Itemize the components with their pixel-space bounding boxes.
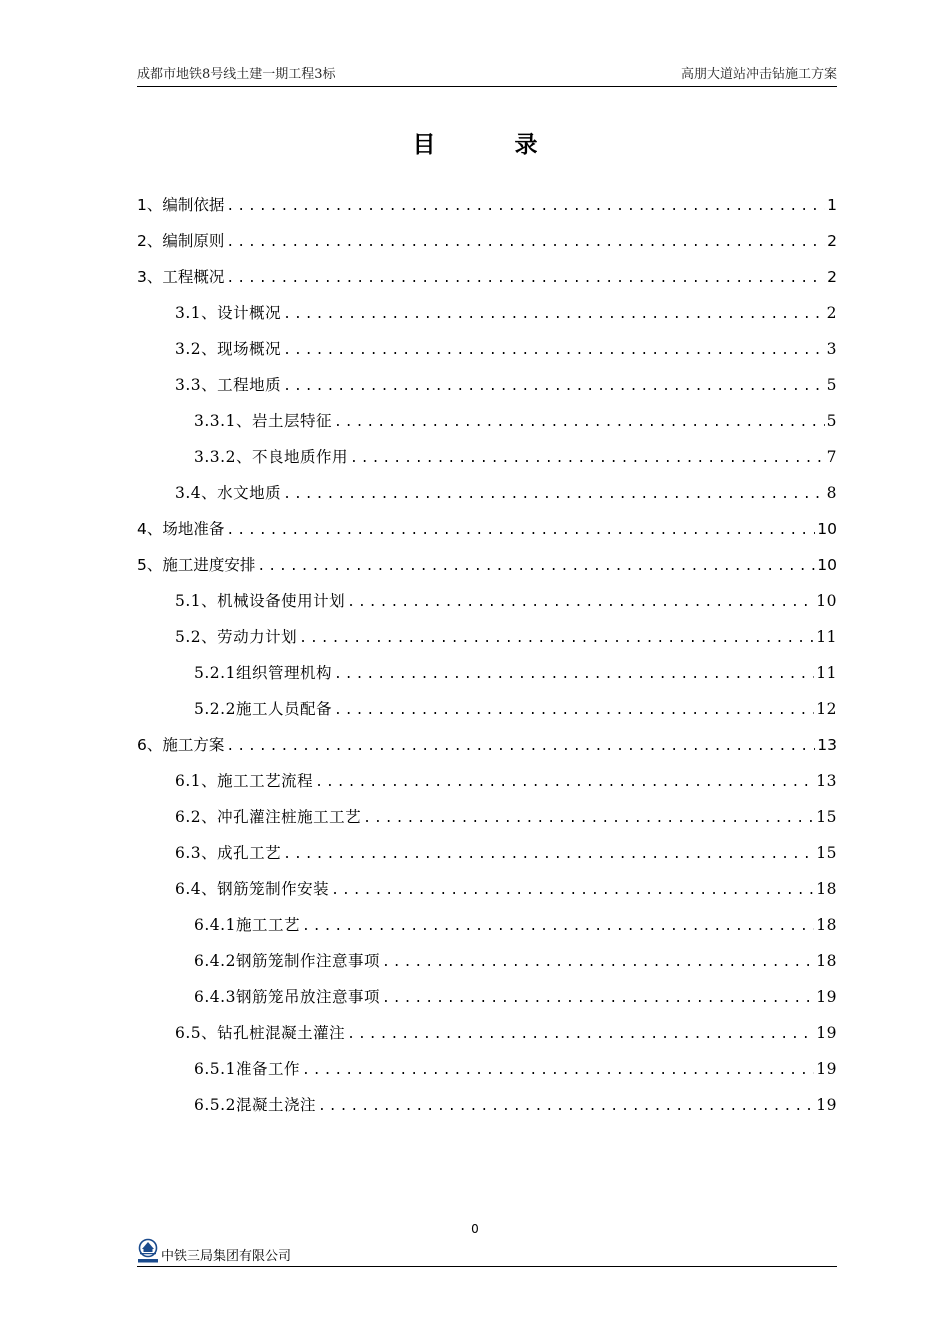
toc-entry-label: 3.3、工程地质 [175, 376, 282, 394]
toc-entry[interactable] [137, 295, 837, 331]
toc-entry[interactable] [137, 907, 837, 943]
footer-divider [137, 1266, 837, 1267]
toc-entry-page: 2 [826, 304, 837, 322]
toc-entry[interactable] [137, 655, 837, 691]
toc-entry[interactable] [137, 223, 837, 259]
toc-leader-dots [363, 801, 814, 837]
toc-entry-label: 5、施工进度安排 [137, 556, 256, 574]
toc-entry-page: 19 [816, 1024, 837, 1042]
toc-entry-page: 2 [827, 232, 837, 250]
header-project-name: 成都市地铁8号线土建一期工程3标 [137, 67, 336, 82]
toc-entry[interactable] [137, 475, 837, 511]
toc-entry-page: 15 [816, 844, 837, 862]
toc-entry-label: 3.3.2、不良地质作用 [194, 448, 348, 466]
toc-leader-dots [331, 873, 814, 909]
toc-leader-dots [382, 945, 814, 981]
toc-entry[interactable] [137, 583, 837, 619]
toc-entry-label: 6.2、冲孔灌注桩施工工艺 [175, 808, 362, 826]
toc-entry[interactable] [137, 1015, 837, 1051]
toc-entry-page: 3 [826, 340, 837, 358]
toc-leader-dots [226, 513, 815, 549]
toc-entry-page: 1 [827, 196, 837, 214]
toc-entry-label: 6.4.3钢筋笼吊放注意事项 [194, 988, 380, 1006]
toc-entry-label: 6.4.1施工工艺 [194, 916, 300, 934]
toc-entry-page: 18 [816, 952, 837, 970]
toc-entry[interactable] [137, 763, 837, 799]
china-railway-logo-icon [136, 1238, 160, 1264]
toc-entry-label: 3.1、设计概况 [175, 304, 282, 322]
toc-leader-dots [226, 189, 825, 225]
toc-entry[interactable] [137, 943, 837, 979]
toc-entry-page: 7 [826, 448, 837, 466]
toc-leader-dots [334, 657, 814, 693]
toc-entry-label: 5.2.2施工人员配备 [194, 700, 332, 718]
toc-leader-dots [334, 693, 814, 729]
toc-entry-label: 6.3、成孔工艺 [175, 844, 282, 862]
toc-entry-label: 3、工程概况 [137, 268, 225, 286]
toc-entry[interactable] [137, 403, 837, 439]
toc-entry-page: 5 [826, 412, 837, 430]
toc-leader-dots [350, 441, 825, 477]
toc-entry-page: 11 [816, 628, 837, 646]
toc-entry-page: 10 [817, 520, 837, 538]
toc-leader-dots [226, 225, 825, 261]
toc-entry-page: 19 [816, 1096, 837, 1114]
toc-entry-page: 19 [816, 988, 837, 1006]
toc-leader-dots [347, 585, 814, 621]
toc-entry[interactable] [137, 979, 837, 1015]
toc-leader-dots [226, 261, 825, 297]
table-of-contents [137, 187, 837, 1123]
toc-entry-label: 3.2、现场概况 [175, 340, 282, 358]
toc-entry[interactable] [137, 187, 837, 223]
toc-leader-dots [334, 405, 825, 441]
footer-company-name: 中铁三局集团有限公司 [161, 1249, 292, 1264]
toc-entry-page: 10 [817, 556, 837, 574]
toc-entry-page: 18 [816, 916, 837, 934]
header-document-name: 高朋大道站冲击钻施工方案 [680, 67, 837, 82]
toc-entry-label: 5.1、机械设备使用计划 [175, 592, 346, 610]
toc-entry-page: 19 [816, 1060, 837, 1078]
toc-entry-label: 3.4、水文地质 [175, 484, 282, 502]
toc-entry-label: 4、场地准备 [137, 520, 225, 538]
toc-entry[interactable] [137, 331, 837, 367]
toc-entry[interactable] [137, 619, 837, 655]
toc-entry-page: 2 [827, 268, 837, 286]
toc-entry[interactable] [137, 799, 837, 835]
toc-entry-label: 5.2、劳动力计划 [175, 628, 298, 646]
toc-leader-dots [299, 621, 814, 657]
toc-entry[interactable] [137, 259, 837, 295]
toc-leader-dots [318, 1089, 814, 1125]
toc-entry-page: 15 [816, 808, 837, 826]
toc-entry[interactable] [137, 439, 837, 475]
toc-leader-dots [226, 729, 815, 765]
toc-leader-dots [302, 909, 814, 945]
toc-leader-dots [283, 369, 824, 405]
page-number: 0 [471, 1222, 479, 1236]
page-title [0, 128, 950, 162]
toc-entry[interactable] [137, 835, 837, 871]
toc-entry[interactable] [137, 1087, 837, 1123]
header-divider [137, 86, 837, 87]
toc-entry-label: 6.5.1准备工作 [194, 1060, 300, 1078]
toc-entry[interactable] [137, 871, 837, 907]
toc-entry-page: 10 [816, 592, 837, 610]
toc-leader-dots [347, 1017, 814, 1053]
page-title-text: 目 录 [412, 132, 566, 158]
toc-entry-page: 12 [816, 700, 837, 718]
toc-entry-page: 13 [816, 772, 837, 790]
toc-entry[interactable] [137, 727, 837, 763]
toc-entry[interactable] [137, 1051, 837, 1087]
toc-entry-label: 2、编制原则 [137, 232, 225, 250]
toc-entry-label: 6.5、钻孔桩混凝土灌注 [175, 1024, 346, 1042]
toc-leader-dots [283, 297, 824, 333]
toc-entry-label: 3.3.1、岩土层特征 [194, 412, 332, 430]
toc-leader-dots [382, 981, 814, 1017]
toc-entry[interactable] [137, 511, 837, 547]
toc-leader-dots [302, 1053, 814, 1089]
toc-entry-label: 6.1、施工工艺流程 [175, 772, 314, 790]
toc-entry-label: 6.5.2混凝土浇注 [194, 1096, 316, 1114]
toc-entry-page: 8 [826, 484, 837, 502]
toc-entry-page: 5 [826, 376, 837, 394]
toc-entry-page: 13 [817, 736, 837, 754]
toc-entry-label: 6.4.2钢筋笼制作注意事项 [194, 952, 380, 970]
toc-leader-dots [257, 549, 815, 585]
toc-entry[interactable] [137, 691, 837, 727]
toc-entry-label: 6.4、钢筋笼制作安装 [175, 880, 330, 898]
toc-entry[interactable] [137, 547, 837, 583]
toc-entry-label: 6、施工方案 [137, 736, 225, 754]
toc-leader-dots [283, 333, 824, 369]
toc-entry-page: 11 [816, 664, 837, 682]
toc-entry[interactable] [137, 367, 837, 403]
toc-leader-dots [315, 765, 814, 801]
toc-leader-dots [283, 837, 814, 873]
toc-entry-label: 1、编制依据 [137, 196, 225, 214]
toc-entry-label: 5.2.1组织管理机构 [194, 664, 332, 682]
toc-entry-page: 18 [816, 880, 837, 898]
toc-leader-dots [283, 477, 824, 513]
